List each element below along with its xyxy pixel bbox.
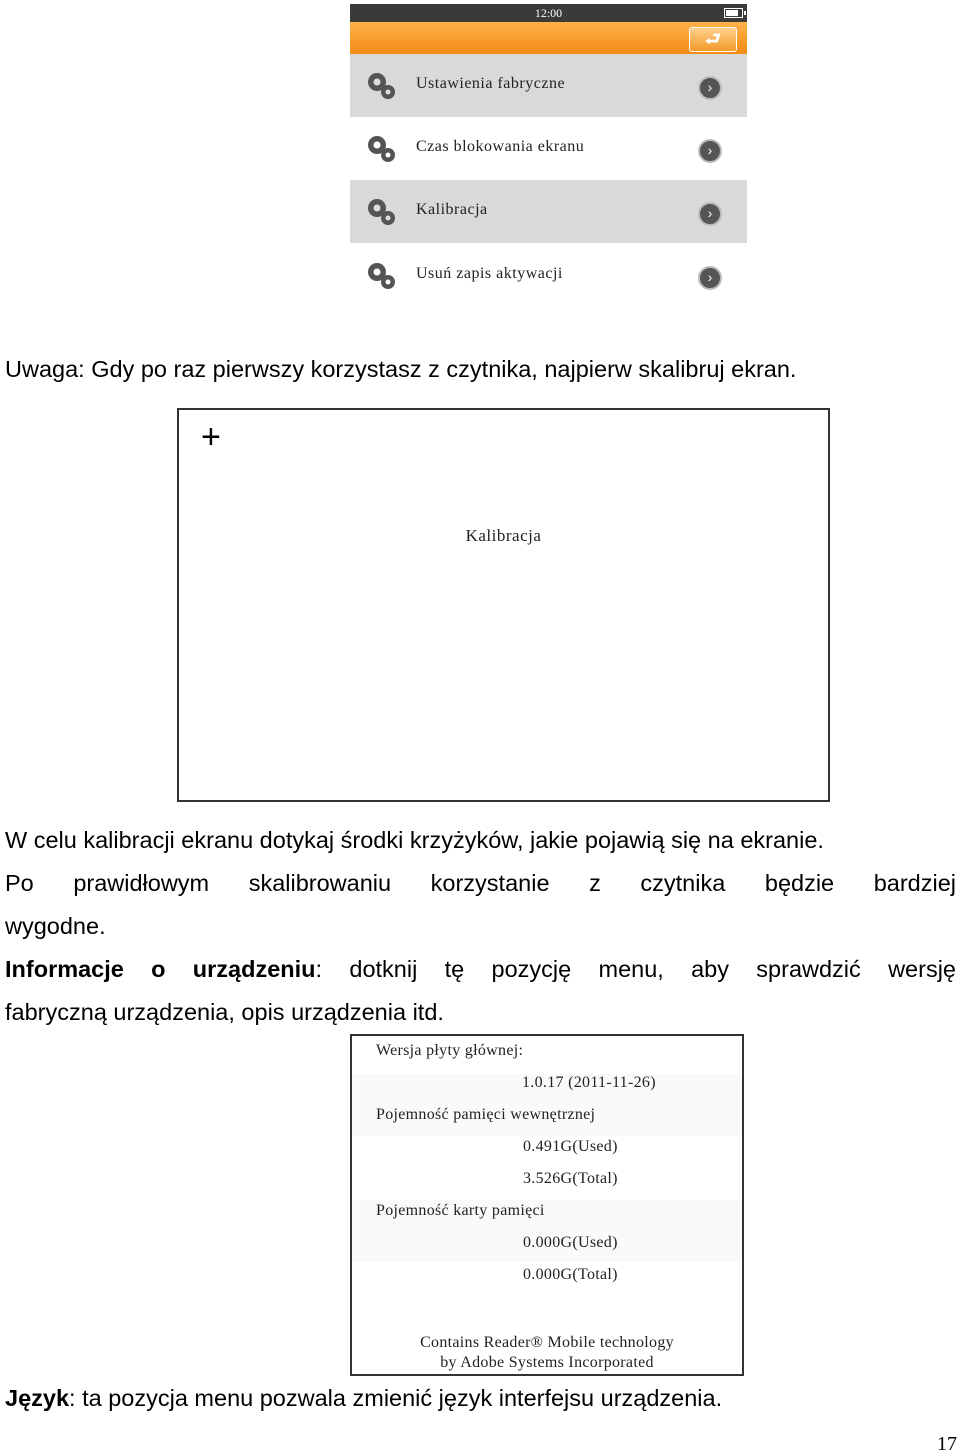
card-memory-label: Pojemność karty pamięci [376,1202,545,1219]
card-memory-used: 0.000G(Used) [523,1234,618,1251]
calibration-paragraph-line1: W celu kalibracji ekranu dotykaj środki krzyżyków, jakie pojawią się na ekranie. [5,827,824,853]
status-bar [350,4,747,22]
gear-icon [364,259,398,293]
gear-icon [364,132,398,166]
chevron-right-icon: › [698,76,722,100]
board-version-label: Wersja płyty głównej: [376,1042,524,1059]
device-info-paragraph-line1 [5,948,956,991]
menu-item-label: Kalibracja [416,201,488,218]
title-bar [350,22,747,54]
device-info-term: Informacje o urządzeniu [5,956,316,982]
menu-item-calibration[interactable] [350,180,747,243]
calibration-paragraph-line3: wygodne. [5,913,106,939]
page-number: 17 [937,1433,957,1455]
menu-item-label: Ustawienia fabryczne [416,75,566,92]
menu-item-screen-lock-time[interactable] [350,117,747,180]
device-info-description: : dotknij tę pozycję menu, aby sprawdzić wersję [315,956,956,982]
device-settings-screenshot [350,4,747,312]
card-memory-total: 0.000G(Total) [523,1266,618,1283]
device-info-paragraph-line2: fabryczną urządzenia, opis urządzenia itd. [5,999,444,1025]
calibration-label: Kalibracja [465,526,542,545]
calibration-screen [177,408,830,802]
language-term: Język [5,1385,70,1411]
calibration-paragraph-line2: Po prawidłowym skalibrowaniu korzystanie z czytnika będzie bardziej [5,870,956,896]
internal-memory-label: Pojemność pamięci wewnętrznej [376,1106,596,1123]
back-button[interactable] [689,27,737,52]
adobe-credit-line1: Contains Reader® Mobile technology [420,1334,674,1351]
menu-item-factory-settings[interactable] [350,54,747,117]
chevron-right-icon: › [698,266,722,290]
clock: 12:00 [534,6,563,20]
calibration-note: Uwaga: Gdy po raz pierwszy korzystasz z czytnika, najpierw skalibruj ekran. [5,356,797,382]
battery-icon [724,8,743,18]
language-paragraph [5,1377,956,1420]
menu-item-label: Usuń zapis aktywacji [416,265,563,282]
board-version-value: 1.0.17 (2011-11-26) [522,1074,656,1091]
crosshair-icon[interactable]: + [201,418,221,456]
gear-icon [364,195,398,229]
language-description: : ta pozycja menu pozwala zmienić język interfejsu urządzenia. [69,1385,723,1411]
internal-memory-used: 0.491G(Used) [523,1138,618,1155]
device-info-screen [350,1034,744,1376]
gear-icon [364,69,398,103]
chevron-right-icon: › [698,202,722,226]
menu-item-label: Czas blokowania ekranu [416,138,585,155]
return-arrow-icon: ⮐ [704,29,722,49]
chevron-right-icon: › [698,139,722,163]
menu-item-delete-activation[interactable] [350,244,747,307]
internal-memory-total: 3.526G(Total) [523,1170,618,1187]
adobe-credit-line2: by Adobe Systems Incorporated [440,1354,654,1371]
